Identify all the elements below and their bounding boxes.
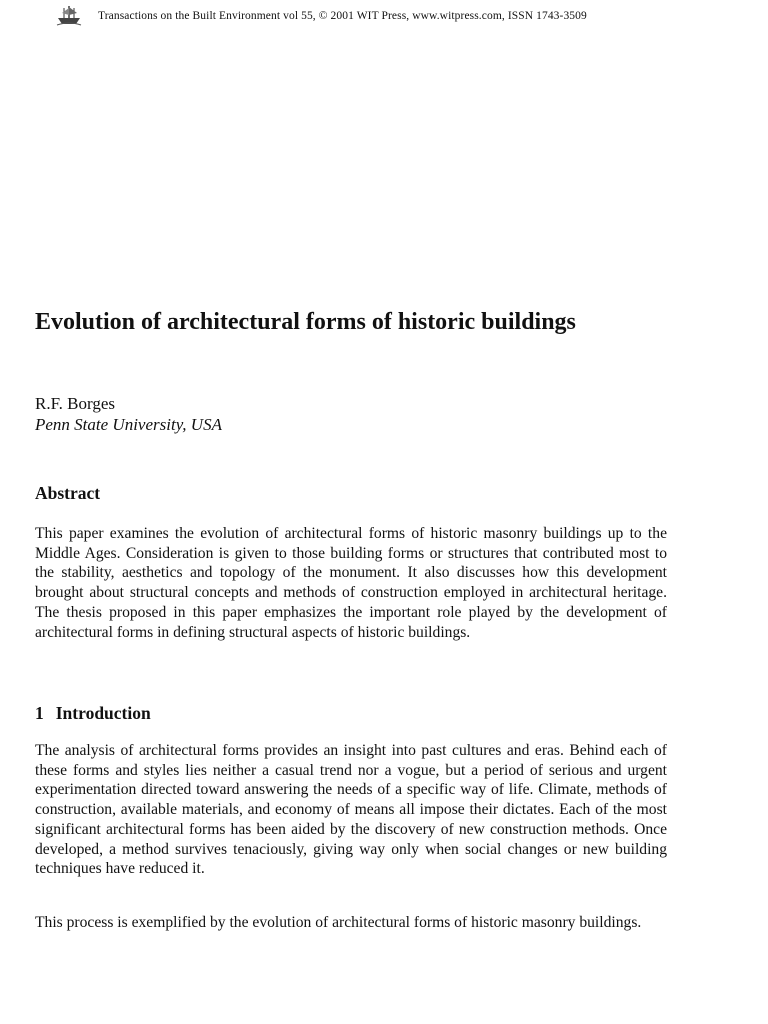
author-name: R.F. Borges bbox=[35, 394, 116, 413]
introduction-paragraph: The analysis of architectural forms provides an insight into past cultures and eras. Behind each of these forms and styles lies neither a casual trend nor a vogue, but a period of serious and urgent experimentation directed toward answering the needs of a specific way of life. Climate, methods of construction, available materials, and economy of means all impose their dictates. Each of the most significant architectural forms has been aided by the discovery of new construction methods. Once developed, a method survives tenaciously, giving way only when social changes or new building techniques have reduced it. bbox=[35, 742, 667, 878]
abstract-heading: Abstract bbox=[35, 483, 101, 503]
section-title: Introduction bbox=[55, 703, 151, 723]
journal-citation: Transactions on the Built Environment vol 55, © 2001 WIT Press, www.witpress.com, ISSN 1743-3509 bbox=[98, 10, 587, 22]
section-number: 1 bbox=[35, 703, 44, 723]
introduction-heading bbox=[35, 702, 151, 724]
ship-logo-icon bbox=[56, 4, 82, 26]
paper-title: Evolution of architectural forms of historic buildings bbox=[35, 309, 576, 335]
author-affiliation: Penn State University, USA bbox=[35, 415, 222, 434]
page-header bbox=[56, 4, 736, 30]
abstract-text: This paper examines the evolution of architectural forms of historic masonry buildings up to the Middle Ages. Consideration is given to those building forms or structures that contributed most to the stability, aesthetics and topology of the monument. It also discusses how this development brought about structural concepts and methods of construction employed in architectural heritage. The thesis proposed in this paper emphasizes the important role played by the development of architectural forms in defining structural aspects of historic buildings. bbox=[35, 525, 667, 641]
introduction-paragraph: This process is exemplified by the evolution of architectural forms of historic masonry buildings. bbox=[35, 914, 642, 931]
